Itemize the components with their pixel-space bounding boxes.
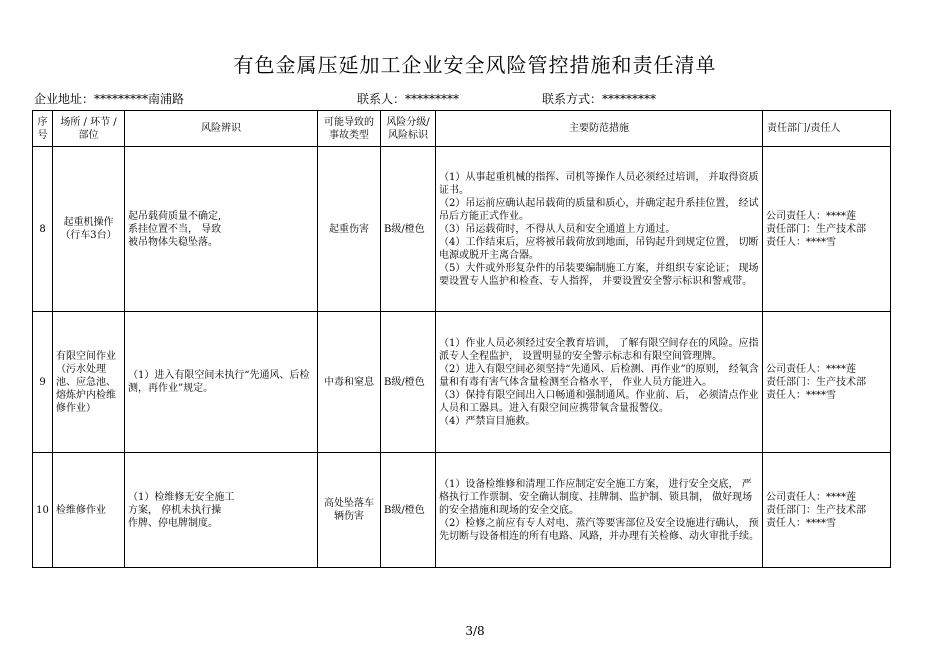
measure-item: （1）作业人员必须经过安全教育培训， 了解有限空间存在的风险。应指派专人全程监护， 设置明显的安全警示标志和有限空间管理牌。 — [439, 337, 759, 362]
risk-cell — [125, 147, 318, 312]
seq-cell: 8 — [33, 147, 53, 312]
location-cell: 检维修作业 — [53, 453, 125, 568]
risk-cell — [125, 453, 318, 568]
table-row — [33, 147, 891, 312]
measure-item: （4）严禁盲目施救。 — [439, 415, 536, 427]
risk-control-table — [32, 110, 891, 568]
measure-item: （1）设备检维修和清理工作应制定安全施工方案， 进行安全交底， 严格执行工作票制、安全确认制度、挂牌制、监护制、锁具制， 做好现场的安全措施和现场的安全交底。 — [439, 478, 753, 516]
location-cell: 起重机操作（行车3台） — [53, 147, 125, 312]
header-accident: 可能导致的事故类型 — [318, 111, 381, 147]
location-cell: 有限空间作业（污水处理池、应急池、熔炼炉内检维修作业） — [53, 312, 125, 453]
contact-person: 联系人：********* — [357, 92, 460, 106]
accident-cell: 高处坠落车辆伤害 — [318, 453, 381, 568]
seq-cell: 9 — [33, 312, 53, 453]
contact-method: 联系方式：********* — [542, 92, 657, 106]
resp-line: 责任人：****雪 — [766, 517, 836, 529]
measure-item: （2）进入有限空间必须坚持“先通风、后检测、再作业”的原则， 经氧含量和有毒有害气体含量检测至合格水平， 作业人员方能进入。 — [439, 363, 759, 388]
header-measures: 主要防范措施 — [436, 111, 763, 147]
risk-line: 方案， 停机未执行操 — [128, 504, 222, 516]
table-row — [33, 453, 891, 568]
responsibility-cell — [763, 147, 891, 312]
seq-cell: 10 — [33, 453, 53, 568]
header-level: 风险分级/风险标识 — [381, 111, 436, 147]
level-cell: B级/橙色 — [381, 147, 436, 312]
measure-item: （2）吊运前应确认起吊载荷的质量和质心，并确定起升系挂位置， 经试吊后方能正式作业。 — [439, 197, 759, 222]
document-title: 有色金属压延加工企业安全风险管控措施和责任清单 — [233, 53, 717, 77]
resp-line: 公司责任人：****莲 — [766, 363, 856, 375]
measure-item: （3）吊运载荷时，不得从人员和安全通道上方通过。 — [439, 223, 676, 235]
header-risk: 风险辨识 — [125, 111, 318, 147]
enterprise-address: 企业地址：*********南浦路 — [34, 92, 185, 106]
accident-cell: 中毒和窒息 — [318, 312, 381, 453]
resp-line: 责任人：****雪 — [766, 236, 836, 248]
header-responsibility: 责任部门/责任人 — [763, 111, 891, 147]
risk-line: （1）进入有限空间未执行“先通风、后检测，再作业”规定。 — [128, 370, 310, 394]
table-row — [33, 312, 891, 453]
resp-line: 责任部门：生产技术部 — [766, 223, 866, 235]
resp-line: 责任部门：生产技术部 — [766, 376, 866, 388]
risk-line: 系挂位置不当， 导致 — [128, 223, 222, 235]
risk-line: 作牌、停电牌制度。 — [128, 517, 218, 529]
risk-cell — [125, 312, 318, 453]
risk-line: 被吊物体失稳坠落。 — [128, 236, 218, 248]
resp-line: 公司责任人：****莲 — [766, 210, 856, 222]
measure-item: （4）工作结束后，应将被吊载荷放到地面，吊钩起升到规定位置， 切断电源或脱开主离合器。 — [439, 236, 759, 261]
level-cell: B级/橙色 — [381, 453, 436, 568]
measure-item: （2）检修之前应有专人对电、蒸汽等要害部位及安全设施进行确认， 预先切断与设备相连的所有电路、风路，并办理有关检修、动火审批手续。 — [439, 517, 759, 542]
level-cell: B级/橙色 — [381, 312, 436, 453]
header-seq: 序号 — [33, 111, 53, 147]
measures-cell — [436, 147, 763, 312]
measure-item: （1）从事起重机械的指挥、司机等操作人员必须经过培训， 并取得资质证书。 — [439, 171, 759, 196]
resp-line: 责任人：****雪 — [766, 389, 836, 401]
measures-cell — [436, 312, 763, 453]
measures-cell — [436, 453, 763, 568]
responsibility-cell — [763, 312, 891, 453]
measure-item: （3）保持有限空间出入口畅通和强制通风。作业前、后， 必须清点作业人员和工器具。进入有限空间应携带氧含量报警仪。 — [439, 389, 759, 414]
responsibility-cell — [763, 453, 891, 568]
table-header-row — [33, 111, 891, 147]
header-location: 场所 / 环节 / 部位 — [53, 111, 125, 147]
risk-line: 起吊载荷质量不确定, — [128, 210, 222, 222]
risk-line: （1）检维修无安全施工 — [128, 491, 235, 503]
page-number: 3/8 — [465, 624, 485, 638]
resp-line: 公司责任人：****莲 — [766, 491, 856, 503]
measure-item: （5）大件或外形复杂件的吊装要编制施工方案，并组织专家论证； 现场要设置专人监护和检查、专人指挥， 并要设置安全警示标识和警戒带。 — [439, 262, 759, 287]
resp-line: 责任部门：生产技术部 — [766, 504, 866, 516]
accident-cell: 起重伤害 — [318, 147, 381, 312]
